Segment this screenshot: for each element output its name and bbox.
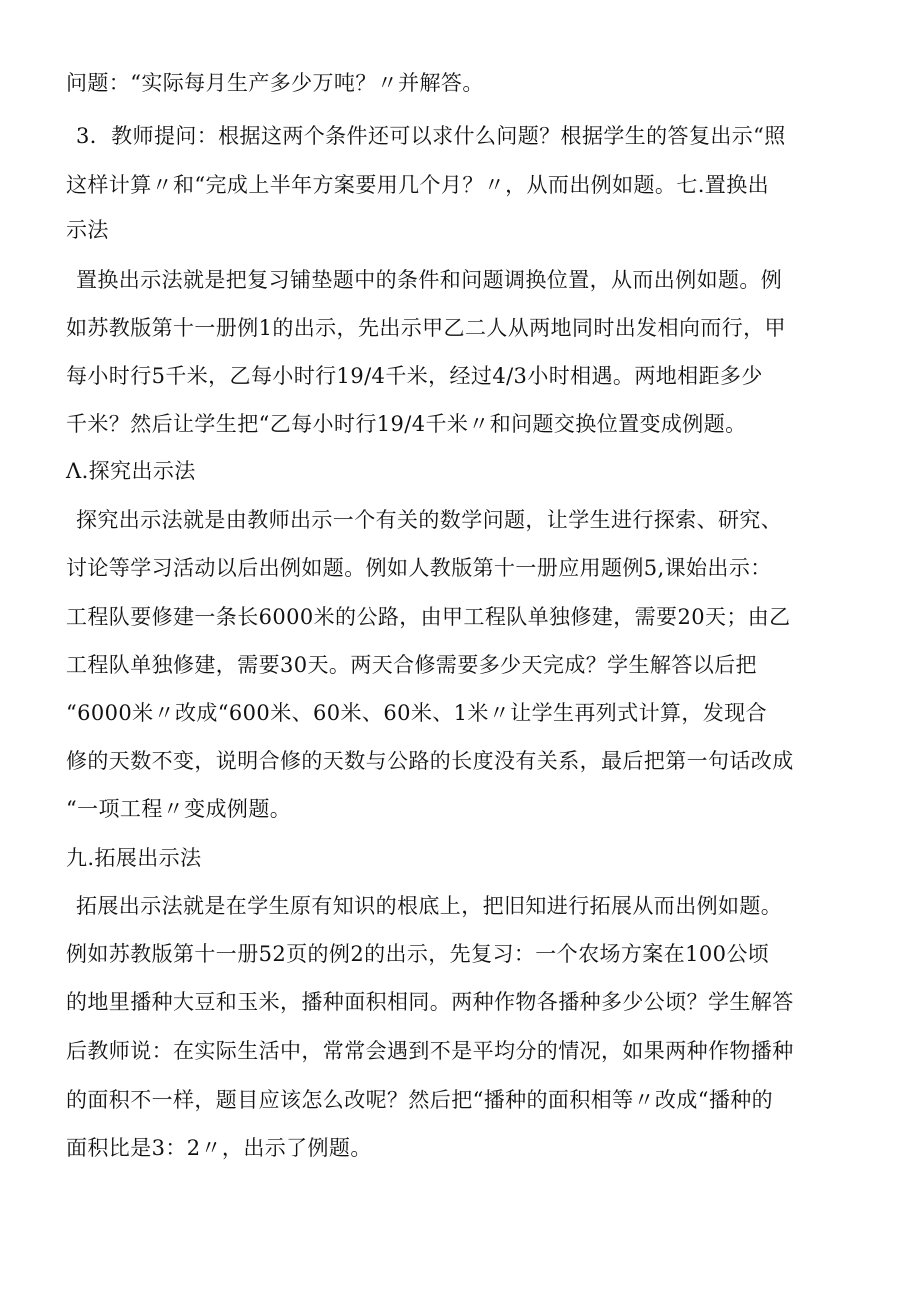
- text-line: 讨论等学习活动以后出例如题。例如人教版第十一册应用题例5,课始出示：: [66, 556, 772, 580]
- section-heading: 九.拓展出示法: [66, 846, 202, 870]
- text-line: 3．教师提问：根据这两个条件还可以求什么问题？根据学生的答复出示“照: [76, 124, 786, 148]
- text-line: 工程队要修建一条长6000米的公路，由甲工程队单独修建，需要20天；由乙: [66, 605, 791, 629]
- text-line: 的面积不一样，题目应该怎么改呢？然后把“播种的面积相等〃改成“播种的: [66, 1088, 774, 1112]
- text-line: 置换出示法就是把复习铺垫题中的条件和问题调换位置，从而出例如题。例: [76, 268, 783, 292]
- text-line: 例如苏教版第十一册52页的例2的出示，先复习：一个农场方案在100公顷: [66, 942, 770, 966]
- text-line: 问题：“实际每月生产多少万吨？〃并解答。: [66, 71, 484, 95]
- section-heading: Λ.探究出示法: [66, 459, 196, 483]
- text-line: “一项工程〃变成例题。: [66, 797, 292, 821]
- text-line: 后教师说：在实际生活中，常常会遇到不是平均分的情况，如果两种作物播种: [66, 1039, 794, 1063]
- text-line: 拓展出示法就是在学生原有知识的根底上，把旧知进行拓展从而出例如题。: [76, 894, 783, 918]
- text-line: 工程队单独修建，需要30天。两天合修需要多少天完成？学生解答以后把: [66, 653, 757, 677]
- text-line: 探究出示法就是由教师出示一个有关的数学问题，让学生进行探索、研究、: [76, 508, 783, 532]
- text-line: 修的天数不变，说明合修的天数与公路的长度没有关系，最后把第一句话改成: [66, 749, 794, 773]
- text-line: 这样计算〃和“完成上半年方案要用几个月？〃，从而出例如题。七.置换出: [66, 173, 770, 197]
- text-line: 面积比是3：2〃，出示了例题。: [66, 1136, 372, 1160]
- text-line: 示法: [66, 218, 109, 242]
- text-line: “6000米〃改成“600米、60米、60米、1米〃让学生再列式计算，发现合: [66, 701, 767, 725]
- text-line: 如苏教版第十一册例1的出示，先出示甲乙二人从两地同时出发相向而行，甲: [66, 316, 786, 340]
- text-line: 的地里播种大豆和玉米，播种面积相同。两种作物各播种多少公顷？学生解答: [66, 990, 794, 1014]
- text-line: 每小时行5千米，乙每小时行19/4千米，经过4/3小时相遇。两地相距多少: [66, 364, 763, 388]
- text-line: 千米？然后让学生把“乙每小时行19/4千米〃和问题交换位置变成例题。: [66, 412, 747, 436]
